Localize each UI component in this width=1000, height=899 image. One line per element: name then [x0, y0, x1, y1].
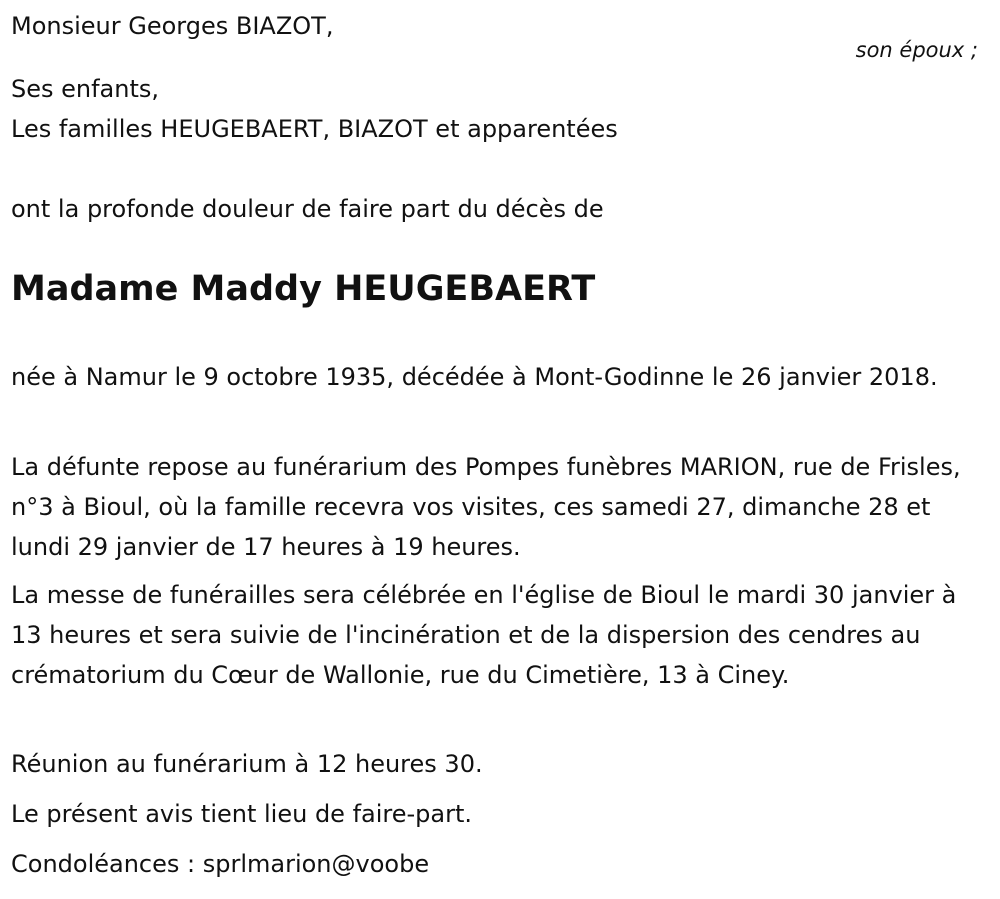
announcement-line: ont la profonde douleur de faire part du décès de [11, 195, 604, 223]
spouse-role: son époux ; [855, 38, 978, 62]
deceased-name: Madame Maddy HEUGEBAERT [11, 269, 596, 309]
notice-paragraph: Le présent avis tient lieu de faire-part. [11, 800, 473, 828]
meeting-paragraph: Réunion au funérarium à 12 heures 30. [11, 750, 483, 778]
repose-paragraph: La défunte repose au funérarium des Pompes funèbres MARION, rue de Frisles, n°3 à Bioul, où la famille recevra vos visites, ces samedi 27, dimanche 28 et lundi 29 janvier de 17 heures à 19 heures. [11, 453, 961, 561]
children-line: Ses enfants, [11, 75, 160, 103]
spouse-name: Monsieur Georges BIAZOT, [11, 12, 334, 40]
families-line: Les familles HEUGEBAERT, BIAZOT et apparentées [11, 115, 618, 143]
mass-paragraph: La messe de funérailles sera célébrée en l'église de Bioul le mardi 30 janvier à 13 heures et sera suivie de l'incinération et de la dispersion des cendres au crématorium du Cœur de Wallonie, rue du Cimetière, 13 à Ciney. [11, 581, 957, 689]
birth-death-paragraph: née à Namur le 9 octobre 1935, décédée à Mont-Godinne le 26 janvier 2018. [11, 363, 938, 391]
condolences-line: Condoléances : sprlmarion@voobe [11, 850, 430, 878]
